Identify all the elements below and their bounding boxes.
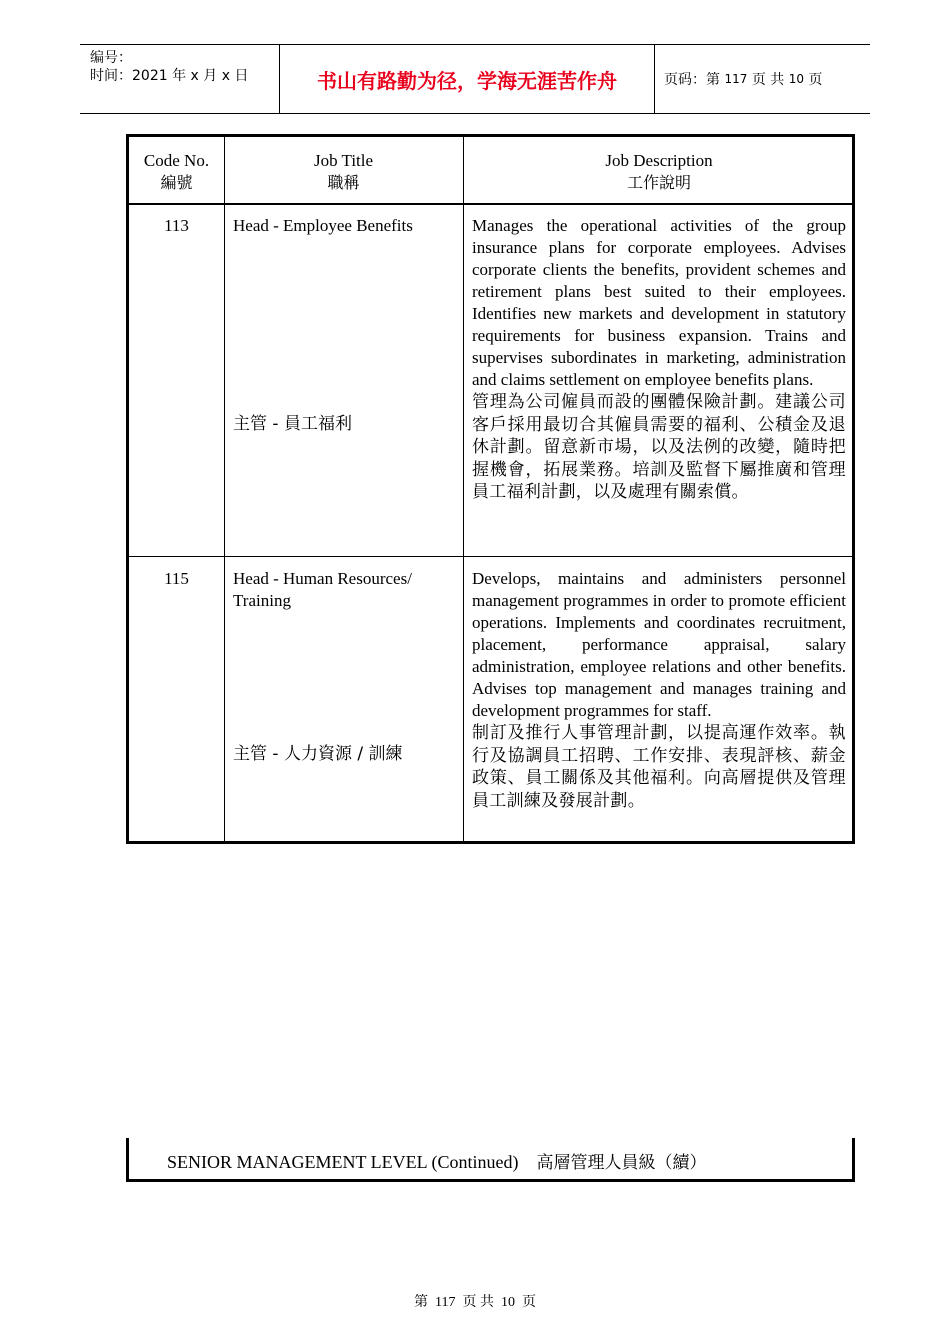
section-title-en: SENIOR MANAGEMENT LEVEL (Continued)	[167, 1152, 519, 1172]
header-title-zh: 職稱	[327, 173, 360, 192]
document-number-label: 编号：	[90, 50, 132, 66]
header-page-info	[654, 45, 870, 113]
page-suffix: 页	[808, 72, 823, 88]
header-desc-zh: 工作說明	[626, 173, 691, 192]
page-footer	[0, 1291, 950, 1311]
row-113-description	[472, 215, 846, 504]
page-prefix: 页码：第	[664, 72, 720, 88]
header-code-en: Code No.	[143, 151, 210, 170]
page-header	[80, 44, 870, 114]
row-115-code: 115	[164, 569, 189, 588]
row-113-title-en: Head - Employee Benefits	[233, 216, 413, 235]
row-113-title-zh: 主管 - 員工福利	[233, 414, 352, 434]
row-115-desc-zh: 制訂及推行人事管理計劃，以提高運作效率。執行及協調員工招聘、工作安排、表現評核、薪金政策、員工關係及其他福利。向高層提供及管理員工訓練及發展計劃。	[472, 723, 846, 811]
footer-total: 10	[500, 1295, 515, 1310]
row-115-title-zh: 主管 - 人力資源 / 訓練	[233, 744, 403, 764]
page-total: 10	[788, 72, 804, 86]
footer-suffix: 页	[521, 1295, 536, 1310]
row-115-desc-en: Develops, maintains and administers personnel management programmes in order to promote efficient operations. Implements and coordinates recruitment, placement, performance appraisal, salary administration, employee relations and other benefits. Advises top management and manages training and development programmes for staff.	[472, 569, 846, 720]
header-title	[224, 137, 463, 203]
header-meta	[80, 45, 280, 113]
page-mid: 页 共	[751, 72, 785, 88]
section-band	[126, 1138, 855, 1182]
row-115-title-en: Head - Human Resources/ Training	[233, 569, 412, 610]
document-date: 时间：2021 年 x 月 x 日	[90, 68, 249, 84]
header-title-en: Job Title	[313, 151, 374, 170]
header-row-divider	[129, 203, 852, 205]
header-motto: 书山有路勤为径，学海无涯苦作舟	[280, 45, 655, 113]
section-title-zh: 高層管理人員級（續）	[536, 1153, 707, 1173]
row-113-desc-en: Manages the operational activities of the group insurance plans for corporate employees. Advises corporate clients the benefits, provident schemes and retirement plans best suited to their employees. Identifies new markets and development in statutory requirements for business expansion. Trains and supervises subordinates in marketing, administration and claims settlement on employee benefits plans.	[472, 216, 846, 389]
header-description	[463, 137, 855, 203]
row-divider	[129, 556, 852, 557]
section-band-text	[167, 1148, 706, 1173]
footer-prefix: 第	[414, 1295, 428, 1310]
header-code-zh: 編號	[160, 173, 193, 192]
row-113-desc-zh: 管理為公司僱員而設的團體保險計劃。建議公司客戶採用最切合其僱員需要的福利、公積金及退休計劃。留意新市場，以及法例的改變，隨時把握機會，拓展業務。培訓及監督下屬推廣和管理員工福利計劃，以及處理有關索償。	[472, 392, 846, 502]
column-divider	[224, 137, 225, 841]
page-number: 117	[724, 72, 748, 86]
footer-page-number: 117	[435, 1295, 456, 1310]
header-desc-en: Job Description	[605, 151, 713, 170]
column-divider	[463, 137, 464, 841]
footer-mid: 页 共	[462, 1295, 494, 1310]
header-code	[129, 137, 224, 203]
row-115-description	[472, 568, 846, 812]
job-table	[126, 134, 855, 844]
row-113-code: 113	[164, 216, 189, 235]
